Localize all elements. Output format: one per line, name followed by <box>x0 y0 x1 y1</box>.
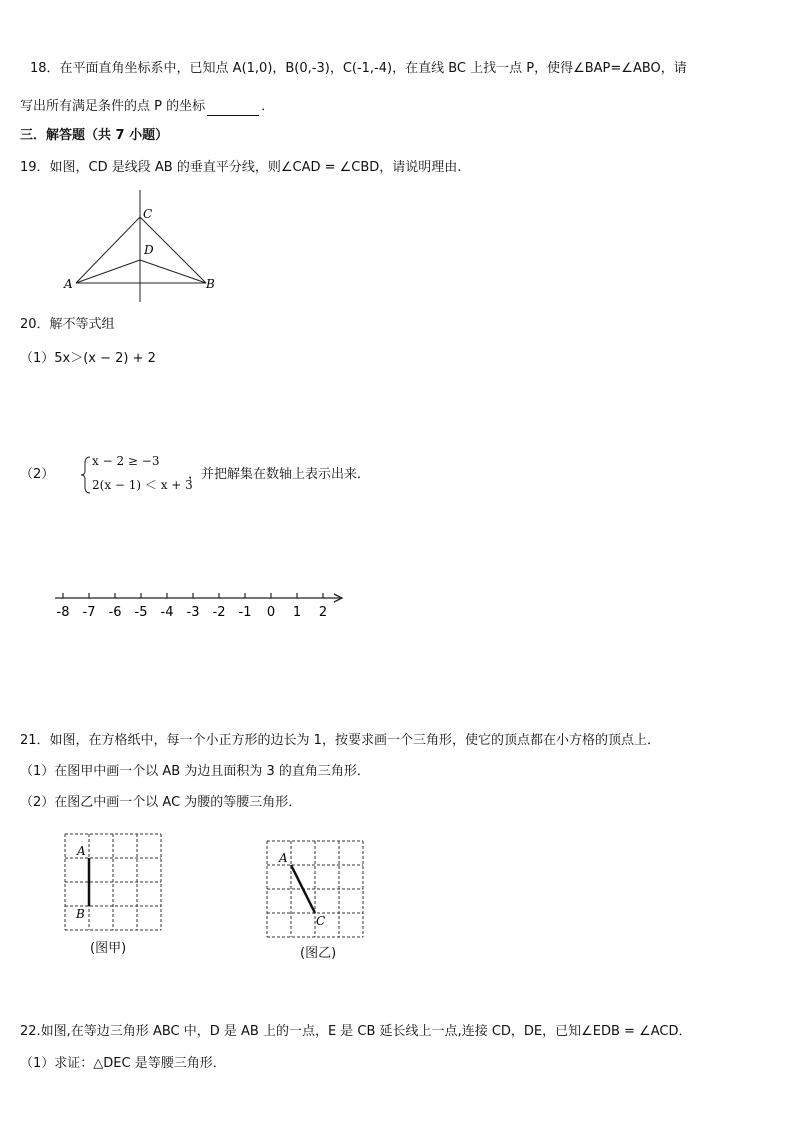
number-line-label: -3 <box>186 605 200 620</box>
grid-figure-jia <box>64 833 164 933</box>
grid2-label-a: A <box>279 851 288 865</box>
number-line-label: -6 <box>108 605 122 620</box>
number-line-label: 0 <box>266 605 276 620</box>
caption-yi: (图乙) <box>300 946 337 961</box>
label-b: B <box>206 277 215 291</box>
grid-figure-yi <box>266 840 366 940</box>
grid2-label-c: C <box>316 914 326 928</box>
label-d: D <box>144 243 154 257</box>
q18-line2-prefix: 写出所有满足条件的点 P 的坐标 <box>20 99 206 114</box>
label-a: A <box>64 277 73 291</box>
segment-ac <box>76 217 140 283</box>
system-inequality-2: 2(x − 1) ＜ x + 3 <box>92 478 193 492</box>
q19-text: 19．如图，CD 是线段 AB 的垂直平分线，则∠CAD = ∠CBD，请说明理由. <box>20 160 462 175</box>
q21-text: 21．如图，在方格纸中，每一个小正方形的边长为 1，按要求画一个三角形，使它的顶点都在小方格的顶点上． <box>20 733 660 748</box>
number-line <box>50 588 350 628</box>
label-c: C <box>143 207 153 221</box>
q21-part1: （1）在图甲中画一个以 AB 为边且面积为 3 的直角三角形． <box>20 764 370 779</box>
q18-line1: 18．在平面直角坐标系中，已知点 A(1,0)，B(0,-3)，C(-1,-4)，在直线 BC 上找一点 P，使得∠BAP=∠ABO，请 <box>30 61 687 76</box>
number-line-label: -7 <box>82 605 96 620</box>
q22-part1: （1）求证：△DEC 是等腰三角形． <box>20 1056 226 1071</box>
number-line-label: 1 <box>292 605 302 620</box>
number-line-label: -5 <box>134 605 148 620</box>
system-inequality-1: x − 2 ≥ −3 <box>92 454 160 468</box>
q19-figure <box>48 190 228 305</box>
q21-part2: （2）在图乙中画一个以 AC 为腰的等腰三角形． <box>20 795 302 810</box>
number-line-label: -4 <box>160 605 174 620</box>
section-heading: 三．解答题（共 7 小题） <box>20 128 169 143</box>
segment-ad <box>76 260 140 283</box>
q22-text: 22.如图,在等边三角形 ABC 中，D 是 AB 上的一点，E 是 CB 延长线上一点,连接 CD，DE，已知∠EDB = ∠ACD． <box>20 1024 692 1039</box>
number-line-label: 2 <box>318 605 328 620</box>
number-line-label: -1 <box>238 605 252 620</box>
number-line-label: -8 <box>56 605 70 620</box>
q18-line2 <box>20 98 274 116</box>
caption-jia: (图甲) <box>90 941 127 956</box>
grid1-label-b: B <box>76 907 85 921</box>
q20-part2-prefix: （2） <box>20 467 55 482</box>
q20-title: 20．解不等式组 <box>20 317 115 332</box>
grid1-label-a: A <box>77 844 86 858</box>
q20-part2-suffix: ，并把解集在数轴上表示出来． <box>188 467 371 482</box>
q18-answer-blank <box>207 101 259 116</box>
number-line-label: -2 <box>212 605 226 620</box>
q20-part1: （1）5x＞(x − 2) + 2 <box>20 351 156 366</box>
segment-bd <box>140 260 206 283</box>
q18-line2-suffix: ． <box>261 99 275 114</box>
system-brace <box>80 455 92 495</box>
